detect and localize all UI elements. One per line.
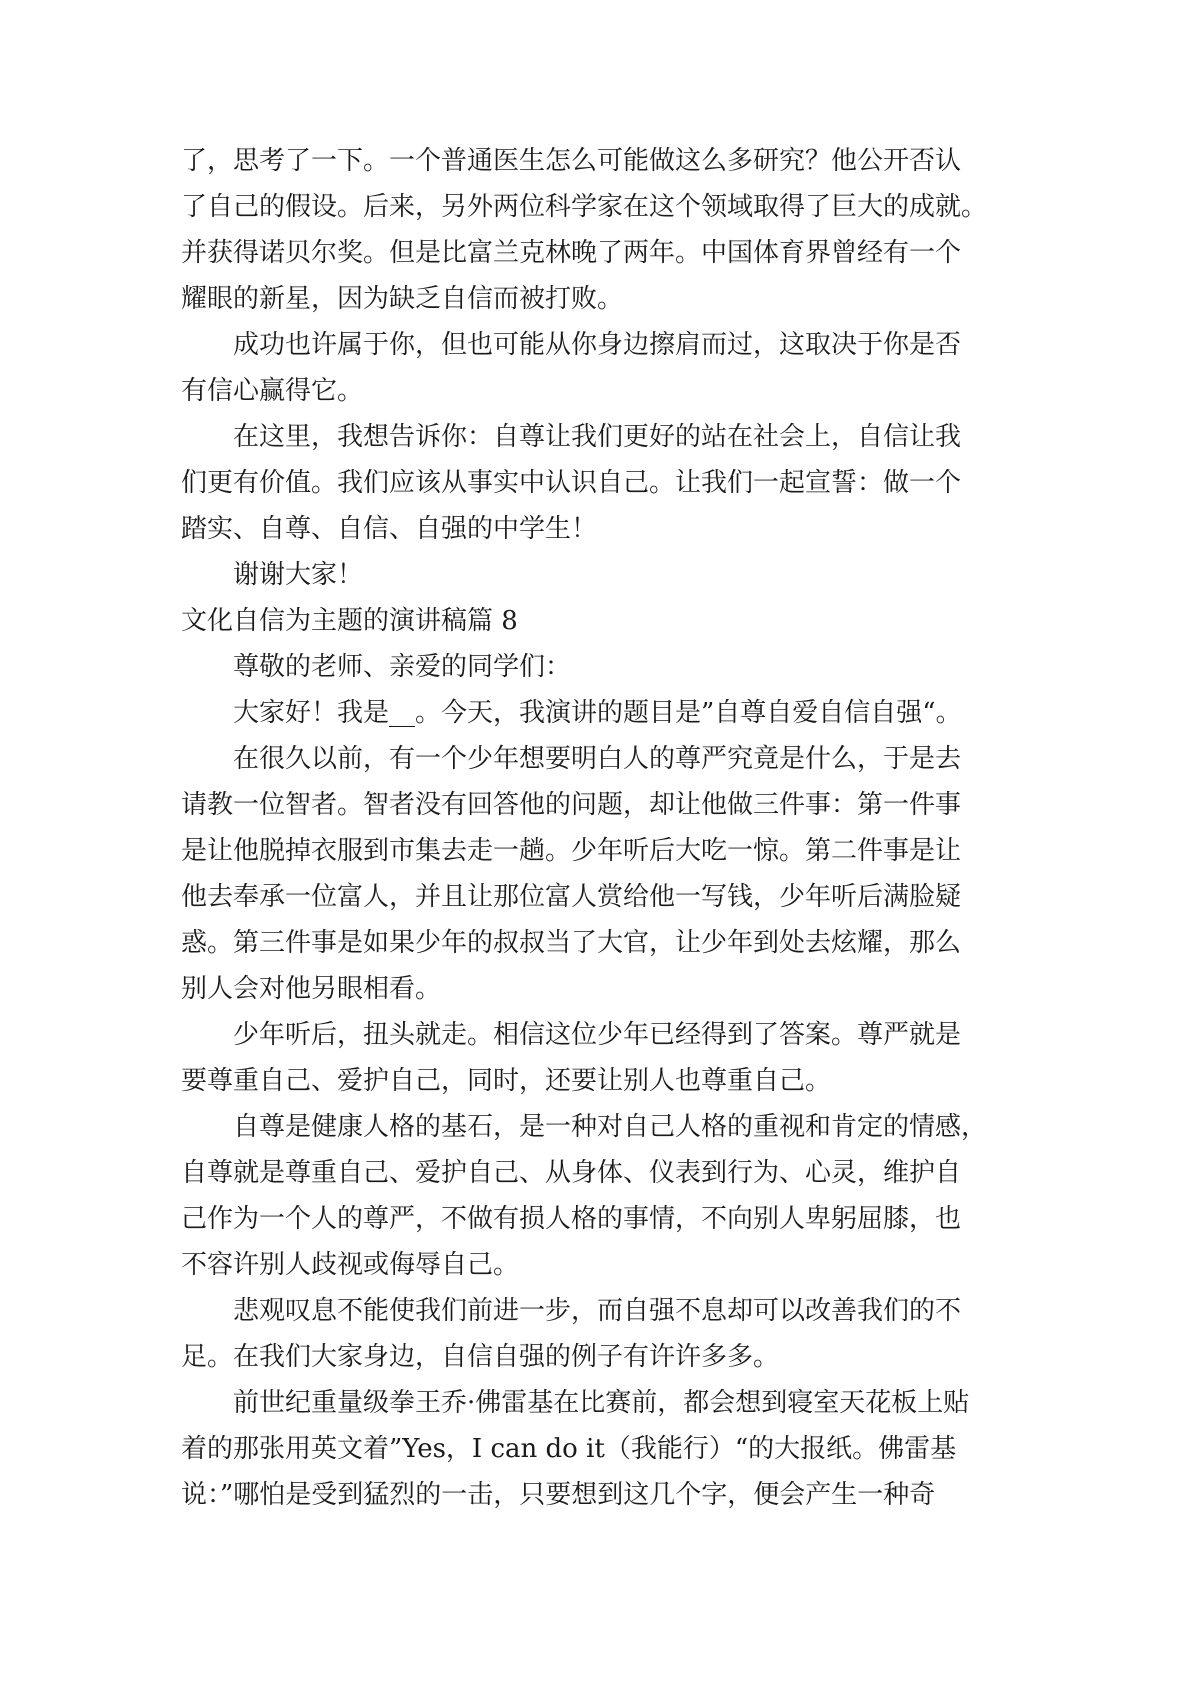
text-line: 己作为一个人的尊严，不做有损人格的事情，不向别人卑躬屈膝，也: [181, 1204, 962, 1234]
text-line: 惑。第三件事是如果少年的叔叔当了大官，让少年到处去炫耀，那么: [181, 928, 962, 958]
text-line: 要尊重自己、爱护自己，同时，还要让别人也尊重自己。: [181, 1066, 832, 1096]
text-line: 成功也许属于你，但也可能从你身边擦肩而过，这取决于你是否: [233, 330, 962, 360]
text-line: 们更有价值。我们应该从事实中认识自己。让我们一起宣誓：做一个: [181, 468, 962, 498]
text-line: 少年听后，扭头就走。相信这位少年已经得到了答案。尊严就是: [233, 1020, 962, 1050]
text-line: 自尊是健康人格的基石，是一种对自己人格的重视和肯定的情感，: [233, 1112, 988, 1142]
text-line: 尊敬的老师、亲爱的同学们：: [233, 652, 572, 682]
text-line: 并获得诺贝尔奖。但是比富兰克林晚了两年。中国体育界曾经有一个: [181, 238, 962, 268]
text-line: 足。在我们大家身边，自信自强的例子有许许多多。: [181, 1342, 780, 1372]
text-line: 是让他脱掉衣服到市集去走一趟。少年听后大吃一惊。第二件事是让: [181, 836, 962, 866]
text-line: 别人会对他另眼相看。: [181, 974, 442, 1004]
text-line: 谢谢大家！: [233, 560, 364, 590]
text-line: 他去奉承一位富人，并且让那位富人赏给他一写钱，少年听后满脸疑: [181, 882, 962, 912]
text-line: 不容许别人歧视或侮辱自己。: [181, 1250, 520, 1280]
text-line: 着的那张用英文着”Yes，I can do it（我能行）“的大报纸。佛雷基: [181, 1434, 957, 1464]
text-line: 大家好！我是__。今天，我演讲的题目是”自尊自爱自信自强“。: [233, 698, 962, 728]
text-line: 了自己的假设。后来，另外两位科学家在这个领域取得了巨大的成就。: [181, 192, 988, 222]
section-heading: 文化自信为主题的演讲稿篇 8: [181, 606, 518, 636]
text-line: 说：”哪怕是受到猛烈的一击，只要想到这几个字，便会产生一种奇: [181, 1480, 936, 1510]
text-line: 了，思考了一下。一个普通医生怎么可能做这么多研究？他公开否认: [181, 146, 962, 176]
text-line: 悲观叹息不能使我们前进一步，而自强不息却可以改善我们的不: [233, 1296, 962, 1326]
text-line: 踏实、自尊、自信、自强的中学生！: [181, 514, 598, 544]
text-line: 在很久以前，有一个少年想要明白人的尊严究竟是什么，于是去: [233, 744, 962, 774]
text-line: 在这里，我想告诉你：自尊让我们更好的站在社会上，自信让我: [233, 422, 962, 452]
document-body: [181, 138, 1041, 1518]
text-line: 前世纪重量级拳王乔·佛雷基在比赛前，都会想到寝室天花板上贴: [233, 1388, 970, 1418]
text-line: 请教一位智者。智者没有回答他的问题，却让他做三件事：第一件事: [181, 790, 962, 820]
text-line: 耀眼的新星，因为缺乏自信而被打败。: [181, 284, 624, 314]
text-line: 自尊就是尊重自己、爱护自己、从身体、仪表到行为、心灵，维护自: [181, 1158, 962, 1188]
text-line: 有信心赢得它。: [181, 376, 364, 406]
